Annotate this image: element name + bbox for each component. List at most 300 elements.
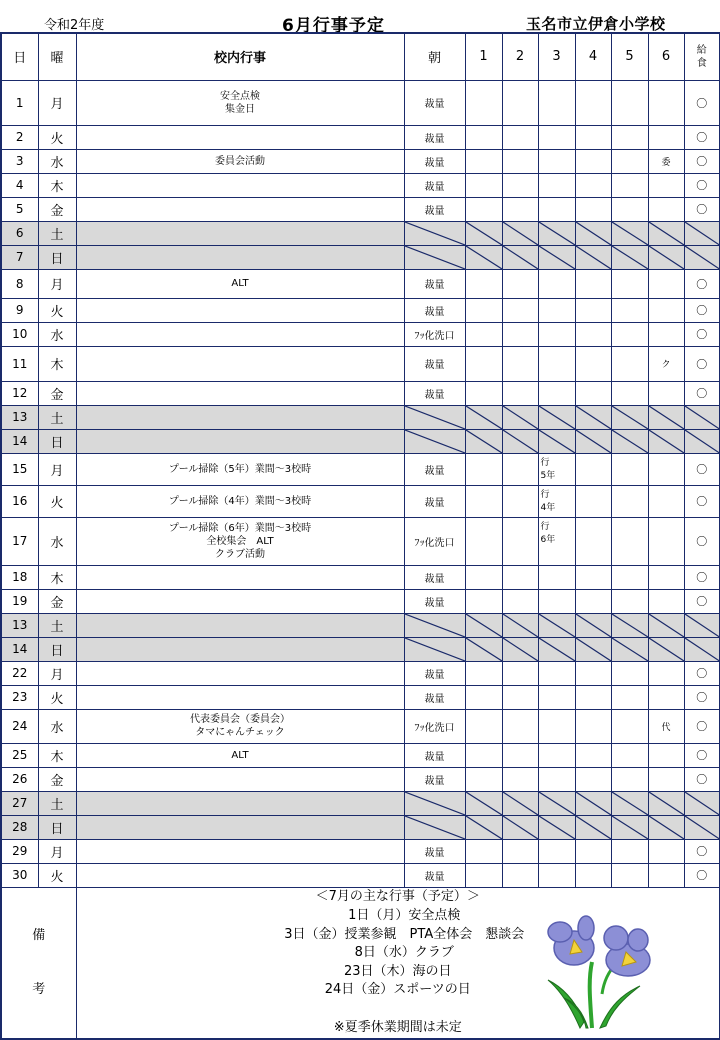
diagonal-slash (539, 792, 575, 815)
diagonal-slash (612, 638, 648, 661)
period-5-cell (611, 125, 648, 149)
period-2-cell (502, 485, 538, 517)
morning-cell (404, 815, 465, 839)
period-3-cell (538, 791, 575, 815)
period-2-cell (502, 197, 538, 221)
period-5-cell (611, 381, 648, 405)
period-4-cell (575, 517, 611, 565)
weekday-cell: 金 (38, 197, 76, 221)
period-1-cell (465, 149, 502, 173)
events-cell (76, 245, 404, 269)
diagonal-slash (685, 638, 720, 661)
morning-cell (404, 791, 465, 815)
diagonal-slash (405, 792, 465, 815)
diagonal-slash (576, 792, 611, 815)
diagonal-slash (576, 222, 611, 245)
table-row (1, 863, 720, 887)
period-6-cell (648, 815, 684, 839)
table-row (1, 405, 720, 429)
period-note: 5年 (540, 470, 556, 481)
period-5-cell (611, 517, 648, 565)
period-3-cell (538, 149, 575, 173)
period-1-cell (465, 613, 502, 637)
period-5-cell (611, 149, 648, 173)
period-3-cell (538, 767, 575, 791)
morning-cell: 裁量 (404, 149, 465, 173)
events-cell (76, 149, 404, 173)
morning-cell (404, 405, 465, 429)
period-5-cell (611, 197, 648, 221)
weekday-cell: 水 (38, 709, 76, 743)
diagonal-slash (539, 816, 575, 839)
events-cell (76, 429, 404, 453)
period-3-cell (538, 269, 575, 298)
period-1-cell (465, 381, 502, 405)
period-6-cell: ク (648, 346, 684, 381)
event-item: ALT (231, 749, 249, 761)
lunch-cell (684, 613, 720, 637)
period-3-cell (538, 346, 575, 381)
period-2-cell (502, 269, 538, 298)
events-cell (76, 589, 404, 613)
period-4-cell (575, 197, 611, 221)
diagonal-slash (649, 638, 684, 661)
diagonal-slash (405, 816, 465, 839)
period-3-cell (538, 637, 575, 661)
morning-cell: 裁量 (404, 453, 465, 485)
day-cell: 7 (1, 245, 38, 269)
period-2-cell (502, 685, 538, 709)
period-3-cell (538, 125, 575, 149)
period-6-cell (648, 863, 684, 887)
diagonal-slash (466, 816, 502, 839)
period-5-cell (611, 173, 648, 197)
period-5-cell (611, 839, 648, 863)
day-cell: 5 (1, 197, 38, 221)
morning-cell: 裁量 (404, 125, 465, 149)
diagonal-slash (685, 406, 720, 429)
period-5-cell (611, 637, 648, 661)
diagonal-slash (466, 430, 502, 453)
weekday-cell: 日 (38, 815, 76, 839)
period-4-cell (575, 791, 611, 815)
table-row (1, 346, 720, 381)
period-1-cell (465, 485, 502, 517)
event-item: 代表委員会（委員会） (190, 714, 290, 725)
diagonal-slash (539, 638, 575, 661)
event-item: クラブ活動 (215, 548, 265, 560)
weekday-cell: 火 (38, 685, 76, 709)
day-cell: 10 (1, 322, 38, 346)
period-6-cell (648, 661, 684, 685)
col-lunch-header (684, 33, 720, 80)
diagonal-slash (539, 614, 575, 637)
period-6-cell (648, 80, 684, 125)
notes-line: 8日（水）クラブ (341, 945, 454, 961)
day-cell: 14 (1, 429, 38, 453)
period-6-cell (648, 685, 684, 709)
period-5-cell (611, 269, 648, 298)
period-4-cell (575, 125, 611, 149)
diagonal-slash (503, 638, 538, 661)
period-1-cell (465, 346, 502, 381)
diagonal-slash (649, 792, 684, 815)
period-1-cell (465, 269, 502, 298)
period-1-cell (465, 429, 502, 453)
lunch-cell: 〇 (684, 661, 720, 685)
page-title: 6月行事予定 (282, 16, 385, 36)
period-6-cell (648, 405, 684, 429)
morning-cell: 裁量 (404, 661, 465, 685)
event-item: プール掃除（4年）業間～3校時 (168, 495, 312, 507)
day-cell: 6 (1, 221, 38, 245)
diagonal-slash (576, 406, 611, 429)
period-4-cell (575, 565, 611, 589)
period-3-cell (538, 245, 575, 269)
table-row (1, 517, 720, 565)
morning-cell: 裁量 (404, 197, 465, 221)
period-1-cell (465, 197, 502, 221)
event-item: 安全点検 (220, 90, 260, 102)
day-cell: 3 (1, 149, 38, 173)
event-item: 全校集会 ALT (206, 535, 274, 547)
lunch-cell (684, 405, 720, 429)
schedule-table (0, 32, 720, 1040)
period-4-cell (575, 613, 611, 637)
diagonal-slash (503, 406, 538, 429)
period-4-cell (575, 346, 611, 381)
weekday-cell: 水 (38, 517, 76, 565)
day-cell: 24 (1, 709, 38, 743)
period-note: 6年 (540, 534, 556, 545)
lunch-cell: 〇 (684, 80, 720, 125)
col-period-3-header: 3 (538, 33, 575, 80)
period-1-cell (465, 637, 502, 661)
col-period-2-header: 2 (502, 33, 538, 80)
table-row (1, 80, 720, 125)
lunch-cell: 〇 (684, 381, 720, 405)
event-item: プール掃除（6年）業間～3校時 (168, 522, 312, 534)
period-2-cell (502, 863, 538, 887)
diagonal-slash (539, 246, 575, 269)
lunch-cell (684, 815, 720, 839)
event-item: 委員会活動 (215, 155, 265, 167)
period-6-cell (648, 298, 684, 322)
period-6-cell (648, 613, 684, 637)
morning-cell (404, 245, 465, 269)
lunch-cell (684, 429, 720, 453)
notes-line: 24日（金）スポーツの日 (324, 982, 471, 998)
period-4-cell (575, 245, 611, 269)
event-item: 集金日 (225, 103, 255, 115)
lunch-cell: 〇 (684, 453, 720, 485)
period-2-cell (502, 709, 538, 743)
table-row (1, 322, 720, 346)
period-3-cell (538, 485, 575, 517)
weekday-cell: 水 (38, 322, 76, 346)
lunch-cell: 〇 (684, 709, 720, 743)
period-2-cell (502, 661, 538, 685)
diagonal-slash (576, 816, 611, 839)
period-2-cell (502, 517, 538, 565)
lunch-cell: 〇 (684, 346, 720, 381)
period-3-cell (538, 661, 575, 685)
col-weekday-header: 曜 (38, 33, 76, 80)
day-cell: 8 (1, 269, 38, 298)
period-2-cell (502, 637, 538, 661)
table-row (1, 709, 720, 743)
weekday-cell: 月 (38, 661, 76, 685)
day-cell: 23 (1, 685, 38, 709)
table-row (1, 613, 720, 637)
lunch-header-char: 食 (696, 57, 707, 69)
period-2-cell (502, 298, 538, 322)
morning-cell: 裁量 (404, 863, 465, 887)
day-cell: 26 (1, 767, 38, 791)
lunch-cell: 〇 (684, 149, 720, 173)
weekday-cell: 火 (38, 863, 76, 887)
table-row (1, 685, 720, 709)
period-1-cell (465, 863, 502, 887)
weekday-cell: 日 (38, 245, 76, 269)
weekday-cell: 日 (38, 429, 76, 453)
diagonal-slash (405, 638, 465, 661)
weekday-cell: 火 (38, 485, 76, 517)
morning-cell: ﾌｯ化洗口 (404, 517, 465, 565)
table-row (1, 221, 720, 245)
col-period-4-header: 4 (575, 33, 611, 80)
weekday-cell: 月 (38, 839, 76, 863)
period-2-cell (502, 767, 538, 791)
notes-label (1, 887, 76, 1039)
day-cell: 2 (1, 125, 38, 149)
period-4-cell (575, 743, 611, 767)
period-3-cell (538, 197, 575, 221)
period-6-cell (648, 322, 684, 346)
morning-cell: 裁量 (404, 565, 465, 589)
weekday-cell: 金 (38, 767, 76, 791)
period-2-cell (502, 405, 538, 429)
period-4-cell (575, 80, 611, 125)
table-row (1, 839, 720, 863)
weekday-cell: 土 (38, 405, 76, 429)
period-4-cell (575, 637, 611, 661)
events-cell (76, 709, 404, 743)
period-6-cell: 委 (648, 149, 684, 173)
notes-line: 23日（木）海の日 (343, 963, 452, 979)
period-6-cell (648, 381, 684, 405)
lunch-cell: 〇 (684, 565, 720, 589)
period-3-cell (538, 322, 575, 346)
events-cell (76, 322, 404, 346)
period-2-cell (502, 80, 538, 125)
diagonal-slash (685, 614, 720, 637)
period-6-cell (648, 839, 684, 863)
morning-cell: ﾌｯ化洗口 (404, 709, 465, 743)
period-6-cell (648, 565, 684, 589)
period-6-cell (648, 453, 684, 485)
period-6-cell (648, 589, 684, 613)
period-4-cell (575, 767, 611, 791)
diagonal-slash (612, 816, 648, 839)
lunch-cell: 〇 (684, 517, 720, 565)
table-row (1, 767, 720, 791)
period-2-cell (502, 743, 538, 767)
day-cell: 17 (1, 517, 38, 565)
period-5-cell (611, 346, 648, 381)
lunch-cell: 〇 (684, 298, 720, 322)
period-6-cell (648, 197, 684, 221)
table-row (1, 485, 720, 517)
period-1-cell (465, 565, 502, 589)
period-3-cell (538, 863, 575, 887)
lunch-cell: 〇 (684, 269, 720, 298)
events-cell (76, 517, 404, 565)
period-3-cell (538, 221, 575, 245)
period-2-cell (502, 381, 538, 405)
diagonal-slash (405, 222, 465, 245)
period-3-cell (538, 589, 575, 613)
period-1-cell (465, 80, 502, 125)
col-day-header: 日 (1, 33, 38, 80)
period-note: 行 (540, 521, 550, 532)
events-cell (76, 453, 404, 485)
weekday-cell: 土 (38, 613, 76, 637)
table-row (1, 453, 720, 485)
diagonal-slash (503, 792, 538, 815)
school-name: 玉名市立伊倉小学校 (526, 15, 666, 33)
diagonal-slash (649, 222, 684, 245)
period-1-cell (465, 661, 502, 685)
period-4-cell (575, 322, 611, 346)
period-5-cell (611, 298, 648, 322)
period-2-cell (502, 429, 538, 453)
weekday-cell: 木 (38, 346, 76, 381)
period-6-cell (648, 221, 684, 245)
period-1-cell (465, 815, 502, 839)
period-note: 行 (540, 457, 550, 468)
period-3-cell (538, 453, 575, 485)
diagonal-slash (503, 430, 538, 453)
period-5-cell (611, 245, 648, 269)
events-cell (76, 863, 404, 887)
table-row (1, 269, 720, 298)
diagonal-slash (649, 614, 684, 637)
table-row (1, 197, 720, 221)
morning-cell (404, 637, 465, 661)
period-4-cell (575, 405, 611, 429)
period-6-cell (648, 245, 684, 269)
diagonal-slash (539, 222, 575, 245)
morning-cell: 裁量 (404, 298, 465, 322)
table-row (1, 815, 720, 839)
morning-cell: 裁量 (404, 743, 465, 767)
diagonal-slash (539, 430, 575, 453)
day-cell: 11 (1, 346, 38, 381)
diagonal-slash (649, 430, 684, 453)
morning-cell: 裁量 (404, 173, 465, 197)
events-cell (76, 685, 404, 709)
day-cell: 15 (1, 453, 38, 485)
weekday-cell: 木 (38, 173, 76, 197)
diagonal-slash (649, 246, 684, 269)
fiscal-year: 令和2年度 (44, 18, 105, 33)
period-5-cell (611, 221, 648, 245)
period-4-cell (575, 709, 611, 743)
day-cell: 30 (1, 863, 38, 887)
diagonal-slash (649, 816, 684, 839)
header-row (1, 33, 720, 80)
period-3-cell (538, 839, 575, 863)
period-1-cell (465, 709, 502, 743)
lunch-cell (684, 245, 720, 269)
period-4-cell (575, 269, 611, 298)
period-2-cell (502, 346, 538, 381)
events-cell (76, 381, 404, 405)
period-1-cell (465, 743, 502, 767)
period-3-cell (538, 517, 575, 565)
period-3-cell (538, 613, 575, 637)
notes-line: 1日（月）安全点検 (335, 907, 461, 923)
notes-label-bottom: 考 (32, 981, 46, 997)
period-4-cell (575, 485, 611, 517)
period-3-cell (538, 429, 575, 453)
page-header (0, 0, 720, 36)
table-row (1, 245, 720, 269)
events-cell (76, 743, 404, 767)
period-3-cell (538, 405, 575, 429)
period-4-cell (575, 173, 611, 197)
diagonal-slash (466, 246, 502, 269)
morning-cell: 裁量 (404, 839, 465, 863)
period-1-cell (465, 125, 502, 149)
lunch-cell: 〇 (684, 863, 720, 887)
period-note: 4年 (540, 502, 556, 513)
period-3-cell (538, 173, 575, 197)
diagonal-slash (576, 246, 611, 269)
period-3-cell (538, 815, 575, 839)
day-cell: 1 (1, 80, 38, 125)
period-5-cell (611, 485, 648, 517)
weekday-cell: 火 (38, 298, 76, 322)
weekday-cell: 金 (38, 589, 76, 613)
period-1-cell (465, 245, 502, 269)
diagonal-slash (503, 222, 538, 245)
lunch-cell (684, 791, 720, 815)
day-cell: 9 (1, 298, 38, 322)
period-1-cell (465, 791, 502, 815)
period-2-cell (502, 791, 538, 815)
events-cell (76, 298, 404, 322)
diagonal-slash (466, 638, 502, 661)
lunch-cell: 〇 (684, 767, 720, 791)
diagonal-slash (612, 614, 648, 637)
events-cell (76, 637, 404, 661)
period-1-cell (465, 589, 502, 613)
weekday-cell: 木 (38, 743, 76, 767)
period-6-cell (648, 637, 684, 661)
notes-line: ＜7月の主な行事（予定）＞ (315, 889, 480, 905)
period-2-cell (502, 839, 538, 863)
diagonal-slash (685, 430, 720, 453)
period-4-cell (575, 221, 611, 245)
period-5-cell (611, 791, 648, 815)
table-row (1, 173, 720, 197)
morning-cell: ﾌｯ化洗口 (404, 322, 465, 346)
notes-label-top: 備 (32, 927, 46, 943)
events-cell (76, 173, 404, 197)
lunch-cell: 〇 (684, 173, 720, 197)
